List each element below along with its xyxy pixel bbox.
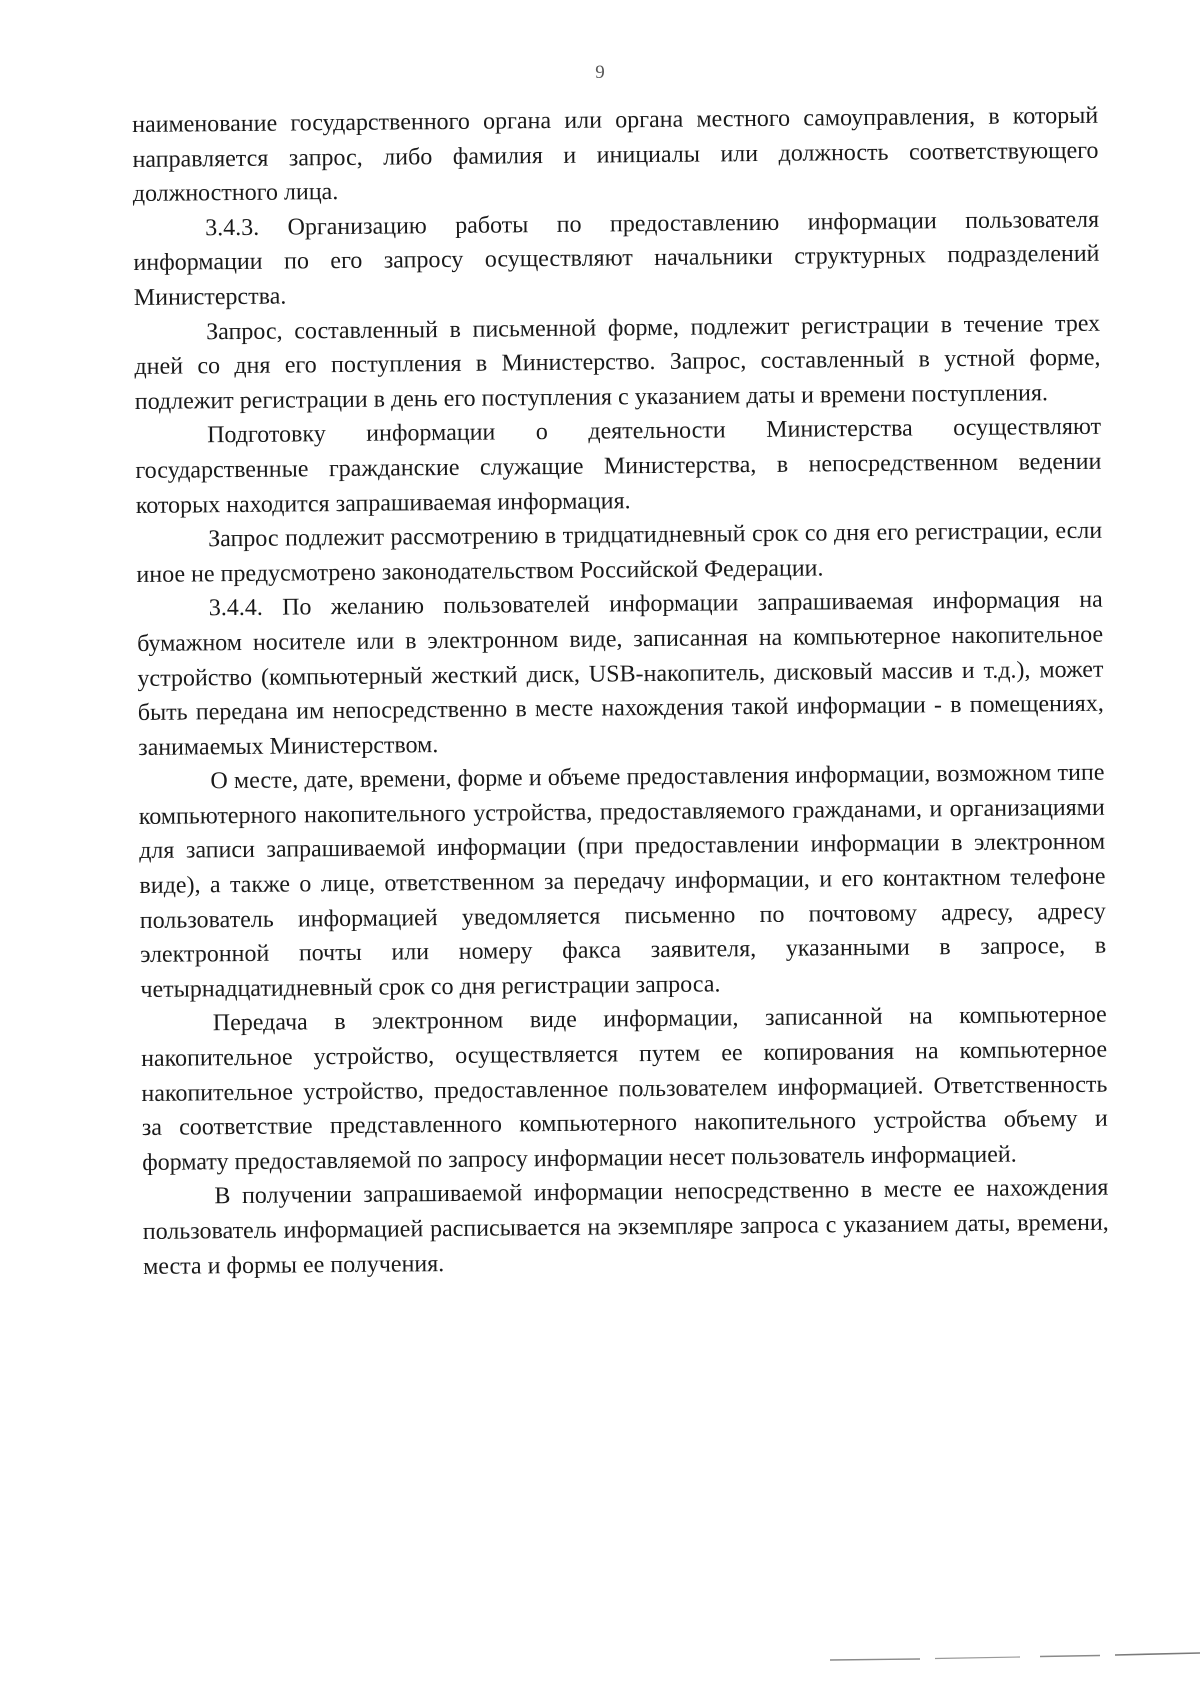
paragraph-3-4-4: 3.4.4. По желанию пользователей информации запрашиваемая информация на бумажном носителе или в электронном виде, записанная на компьютерное накопительное устройство (компьютерный жесткий диск, USB-накопитель, дисковый массив и т.д.), может быть передана им непосредственно в месте нахождения такой информации - в помещениях, занимаемых Министерством. bbox=[137, 587, 1104, 761]
paragraph-3-4-3: 3.4.3. Организацию работы по предоставлению информации пользователя информации по его запросу осуществляют начальники структурных подразделений Министерства. bbox=[133, 206, 1100, 311]
paragraph-request-registration: Запрос, составленный в письменной форме, подлежит регистрации в течение трех дней со дня его поступления в Министерство. Запрос, составленный в устной форме, подлежит регистрации в день его поступления с указанием даты и времени поступления. bbox=[134, 310, 1101, 415]
paragraph-information-preparation: Подготовку информации о деятельности Министерства осуществляют государственные гражданские служащие Министерства, в непосредственном ведении которых находится запрашиваемая информация. bbox=[135, 414, 1102, 519]
document-body bbox=[132, 99, 1109, 1284]
paragraph-electronic-transfer: Передача в электронном виде информации, записанной на компьютерное накопительное устройство, осуществляется путем ее копирования на компьютерное накопительное устройство, предоставленное пользователем информацией. Ответственность за соответствие представленного компьютерного накопительного устройства объему и формату предоставляемой по запросу информации несет пользователь информацией. bbox=[141, 1002, 1108, 1176]
paragraph-review-period: Запрос подлежит рассмотрению в тридцатидневный срок со дня его регистрации, если иное не предусмотрено законодательством Российской Федерации. bbox=[136, 517, 1103, 588]
paragraph-receipt-signature: В получении запрашиваемой информации непосредственно в месте ее нахождения пользователь информацией расписывается на экземпляре запроса с указанием даты, времени, места и формы ее получения. bbox=[142, 1175, 1109, 1280]
scan-edge-marks bbox=[800, 1646, 1200, 1666]
paragraph-continuation: наименование государственного органа или органа местного самоуправления, в который направляется запрос, либо фамилия и инициалы или должность соответствующего должностного лица. bbox=[132, 102, 1099, 208]
page-number: 9 bbox=[595, 62, 605, 83]
paragraph-notification: О месте, дате, времени, форме и объеме предоставления информации, возможном типе компьютерного накопительного устройства, предоставляемого гражданами, и организациями для записи запрашиваемой информации (при предоставлении информации в электронном виде), а также о лице, ответственном за передачу информации, и его контактном телефоне пользователь информацией уведомляется письменно по почтовому адресу, адресу электронной почты или номеру факса заявителя, указанными в запросе, в четырнадцатидневный срок со дня регистрации запроса. bbox=[138, 759, 1107, 1003]
